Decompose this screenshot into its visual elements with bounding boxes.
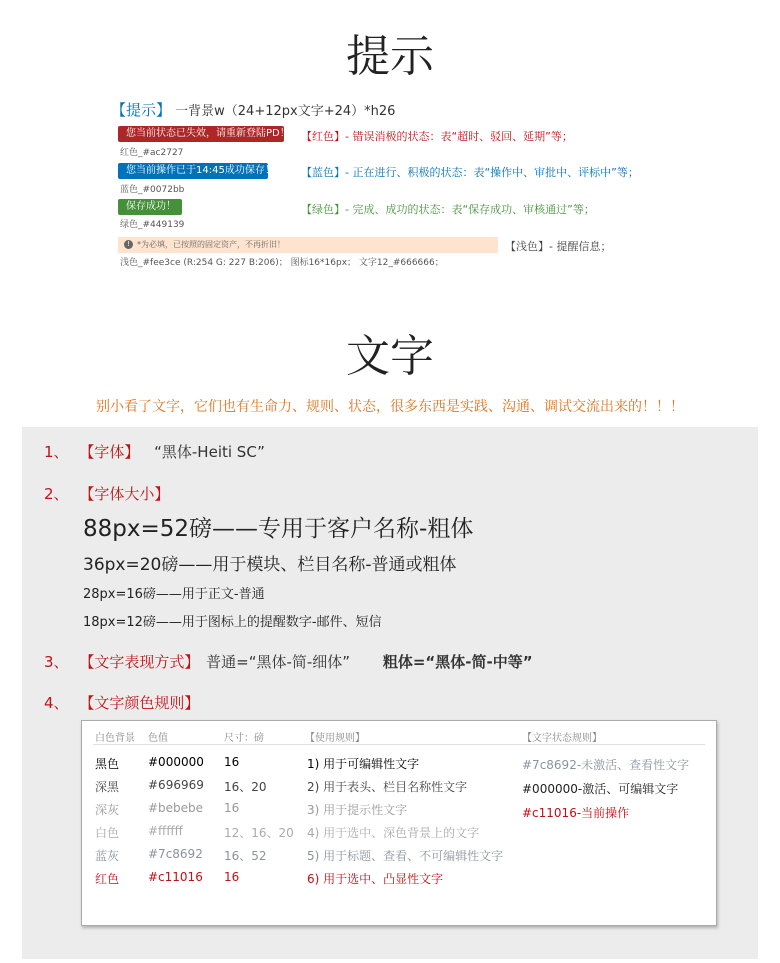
text-title: 文字: [346, 331, 434, 382]
item-label: 【文字表现方式】: [79, 653, 200, 671]
color-row-hex: #696969: [148, 778, 204, 792]
header-hex: 色值: [148, 733, 168, 744]
item-number: 1、: [44, 443, 69, 461]
color-row-hex: #bebebe: [148, 801, 204, 815]
bold-style: 粗体=“黑体-简-中等”: [382, 653, 533, 671]
hint-header: [111, 99, 395, 120]
hint-title: 提示: [346, 31, 434, 82]
color-row-rule: 4) 用于选中、深色背景上的文字: [307, 826, 480, 840]
color-row-name: 深黑: [95, 780, 120, 794]
light-color-caption: 浅色_#fee3ce (R:254 G: 227 B:206)； 图标16*16px； 文字12_#666666；: [120, 258, 444, 268]
progress-message-sample: 您当前操作已于14:45成功保存！: [118, 163, 268, 179]
exclamation-icon: !: [124, 240, 133, 249]
error-message-sample: 您当前状态已失效，请重新登陆PD！: [118, 126, 284, 142]
font-size-88: 88px=52磅——专用于客户名称-粗体: [83, 516, 474, 542]
reminder-text: *为必填，已按照的固定资产，不再折旧！: [137, 240, 285, 249]
font-size-36: 36px=20磅——用于模块、栏目名称-普通或粗体: [83, 555, 457, 575]
font-size-28: 28px=16磅——用于正文-普通: [83, 587, 265, 602]
blue-color-caption: 蓝色_#0072bb: [120, 185, 185, 195]
red-description: 【红色】- 错误消极的状态：表“超时、驳回、延期”等；: [301, 130, 573, 143]
light-description: 【浅色】- 提醒信息；: [505, 240, 612, 253]
font-family-rule: [44, 441, 265, 462]
hint-header-label: 【提示】: [111, 101, 172, 119]
state-rule: #000000-激活、可编辑文字: [522, 782, 679, 796]
color-row-size: 12、16、20: [224, 826, 294, 840]
color-row-size: 16: [224, 801, 240, 815]
normal-style: 普通=“黑体-简-细体”: [206, 653, 351, 671]
item-number: 4、: [44, 694, 69, 712]
color-row-rule: 2) 用于表头、栏目名称性文字: [307, 780, 468, 794]
item-label: 【文字颜色规则】: [79, 694, 200, 712]
font-color-rule: [44, 692, 199, 713]
color-table-card: [81, 720, 717, 926]
color-row-hex: #c11016: [148, 870, 203, 884]
blue-description: 【蓝色】- 正在进行、积极的状态：表“操作中、审批中、评标中”等；: [301, 166, 639, 179]
item-number: 3、: [44, 653, 69, 671]
font-size-rule: [44, 483, 169, 504]
header-usage: 【使用规则】: [305, 733, 365, 744]
color-row-name: 深灰: [95, 803, 120, 817]
color-row-size: 16、52: [224, 849, 267, 863]
state-rule: #c11016-当前操作: [522, 806, 630, 820]
color-row-hex: #7c8692: [148, 847, 203, 861]
color-row-size: 16: [224, 870, 240, 884]
color-row-rule: 6) 用于选中、凸显性文字: [307, 872, 444, 886]
color-row-name: 蓝灰: [95, 849, 120, 863]
state-rule: #7c8692-未激活、查看性文字: [522, 758, 690, 772]
color-row-hex: #000000: [148, 755, 204, 769]
header-state: 【文字状态规则】: [522, 733, 602, 744]
font-family-value: “黑体-Heiti SC”: [154, 443, 265, 461]
red-color-caption: 红色_#ac2727: [120, 148, 184, 158]
color-row-name: 红色: [95, 872, 120, 886]
header-divider: [93, 744, 705, 745]
font-size-18: 18px=12磅——用于图标上的提醒数字-邮件、短信: [83, 615, 382, 630]
color-row-hex: #ffffff: [148, 824, 183, 838]
color-row-name: 白色: [95, 826, 120, 840]
green-description: 【绿色】- 完成、成功的状态：表“保存成功、审核通过”等；: [301, 203, 595, 216]
font-style-rule: [44, 651, 533, 672]
color-row-rule: 1) 用于可编辑性文字: [307, 757, 420, 771]
item-label: 【字体】: [79, 443, 140, 461]
color-row-size: 16、20: [224, 780, 267, 794]
color-row-size: 16: [224, 755, 240, 769]
success-message-sample: 保存成功！: [118, 199, 182, 215]
green-color-caption: 绿色_#449139: [120, 220, 185, 230]
hint-header-text: 一背景w（24+12px文字+24）*h26: [175, 104, 396, 119]
color-row-rule: 5) 用于标题、查看、不可编辑性文字: [307, 849, 504, 863]
header-size: 尺寸：磅: [224, 733, 264, 744]
header-background: 白色背景: [95, 733, 135, 744]
item-label: 【字体大小】: [79, 485, 170, 503]
color-row-name: 黑色: [95, 757, 120, 771]
reminder-message-sample: [118, 237, 498, 253]
text-slogan: 别小看了文字，它们也有生命力、规则、状态，很多东西是实践、沟通、调试交流出来的！！！: [96, 399, 684, 415]
item-number: 2、: [44, 485, 69, 503]
color-row-rule: 3) 用于提示性文字: [307, 803, 408, 817]
